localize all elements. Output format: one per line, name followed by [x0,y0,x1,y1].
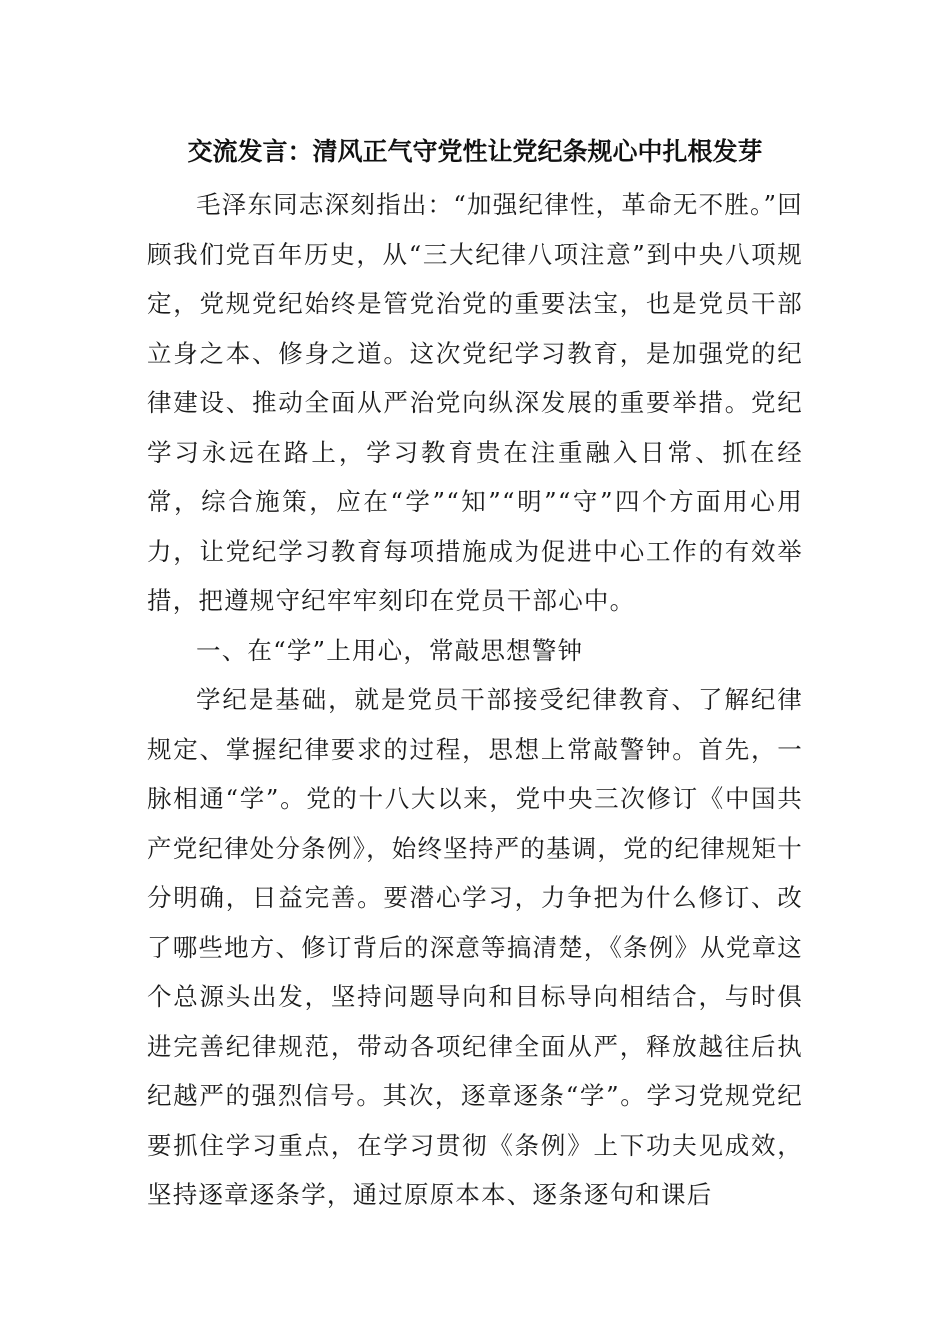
section-heading-1: 一、在“学”上用心，常敲思想警钟 [196,635,584,665]
paragraph-intro: 毛泽东同志深刻指出：“加强纪律性，革命无不胜。”回顾我们党百年历史，从“三大纪律八项注意”到中央八项规定，党规党纪始终是管党治党的重要法宝，也是党员干部立身之本、修身之道。这次党纪学习教育，是加强党的纪律建设、推动全面从严治党向纵深发展的重要举措。党纪学习永远在路上，学习教育贵在注重融入日常、抓在经常，综合施策，应在“学”“知”“明”“守”四个方面用心用力，让党纪学习教育每项措施成为促进中心工作的有效举措，把遵规守纪牢牢刻印在党员干部心中。 [147,190,803,615]
document-title: 交流发言：清风正气守党性让党纪条规心中扎根发芽 [187,137,763,166]
paragraph-section-1: 学纪是基础，就是党员干部接受纪律教育、了解纪律规定、掌握纪律要求的过程，思想上常敲警钟。首先，一脉相通“学”。党的十八大以来，党中央三次修订《中国共产党纪律处分条例》，始终坚持严的基调，党的纪律规矩十分明确，日益完善。要潜心学习，力争把为什么修订、改了哪些地方、修订背后的深意等搞清楚，《条例》从党章这个总源头出发，坚持问题导向和目标导向相结合，与时俱进完善纪律规范，带动各项纪律全面从严，释放越往后执纪越严的强烈信号。其次，逐章逐条“学”。学习党规党纪要抓住学习重点，在学习贯彻《条例》上下功夫见成效，坚持逐章逐条学，通过原原本本、逐条逐句和课后 [147,685,803,1209]
document-body [147,180,803,1220]
